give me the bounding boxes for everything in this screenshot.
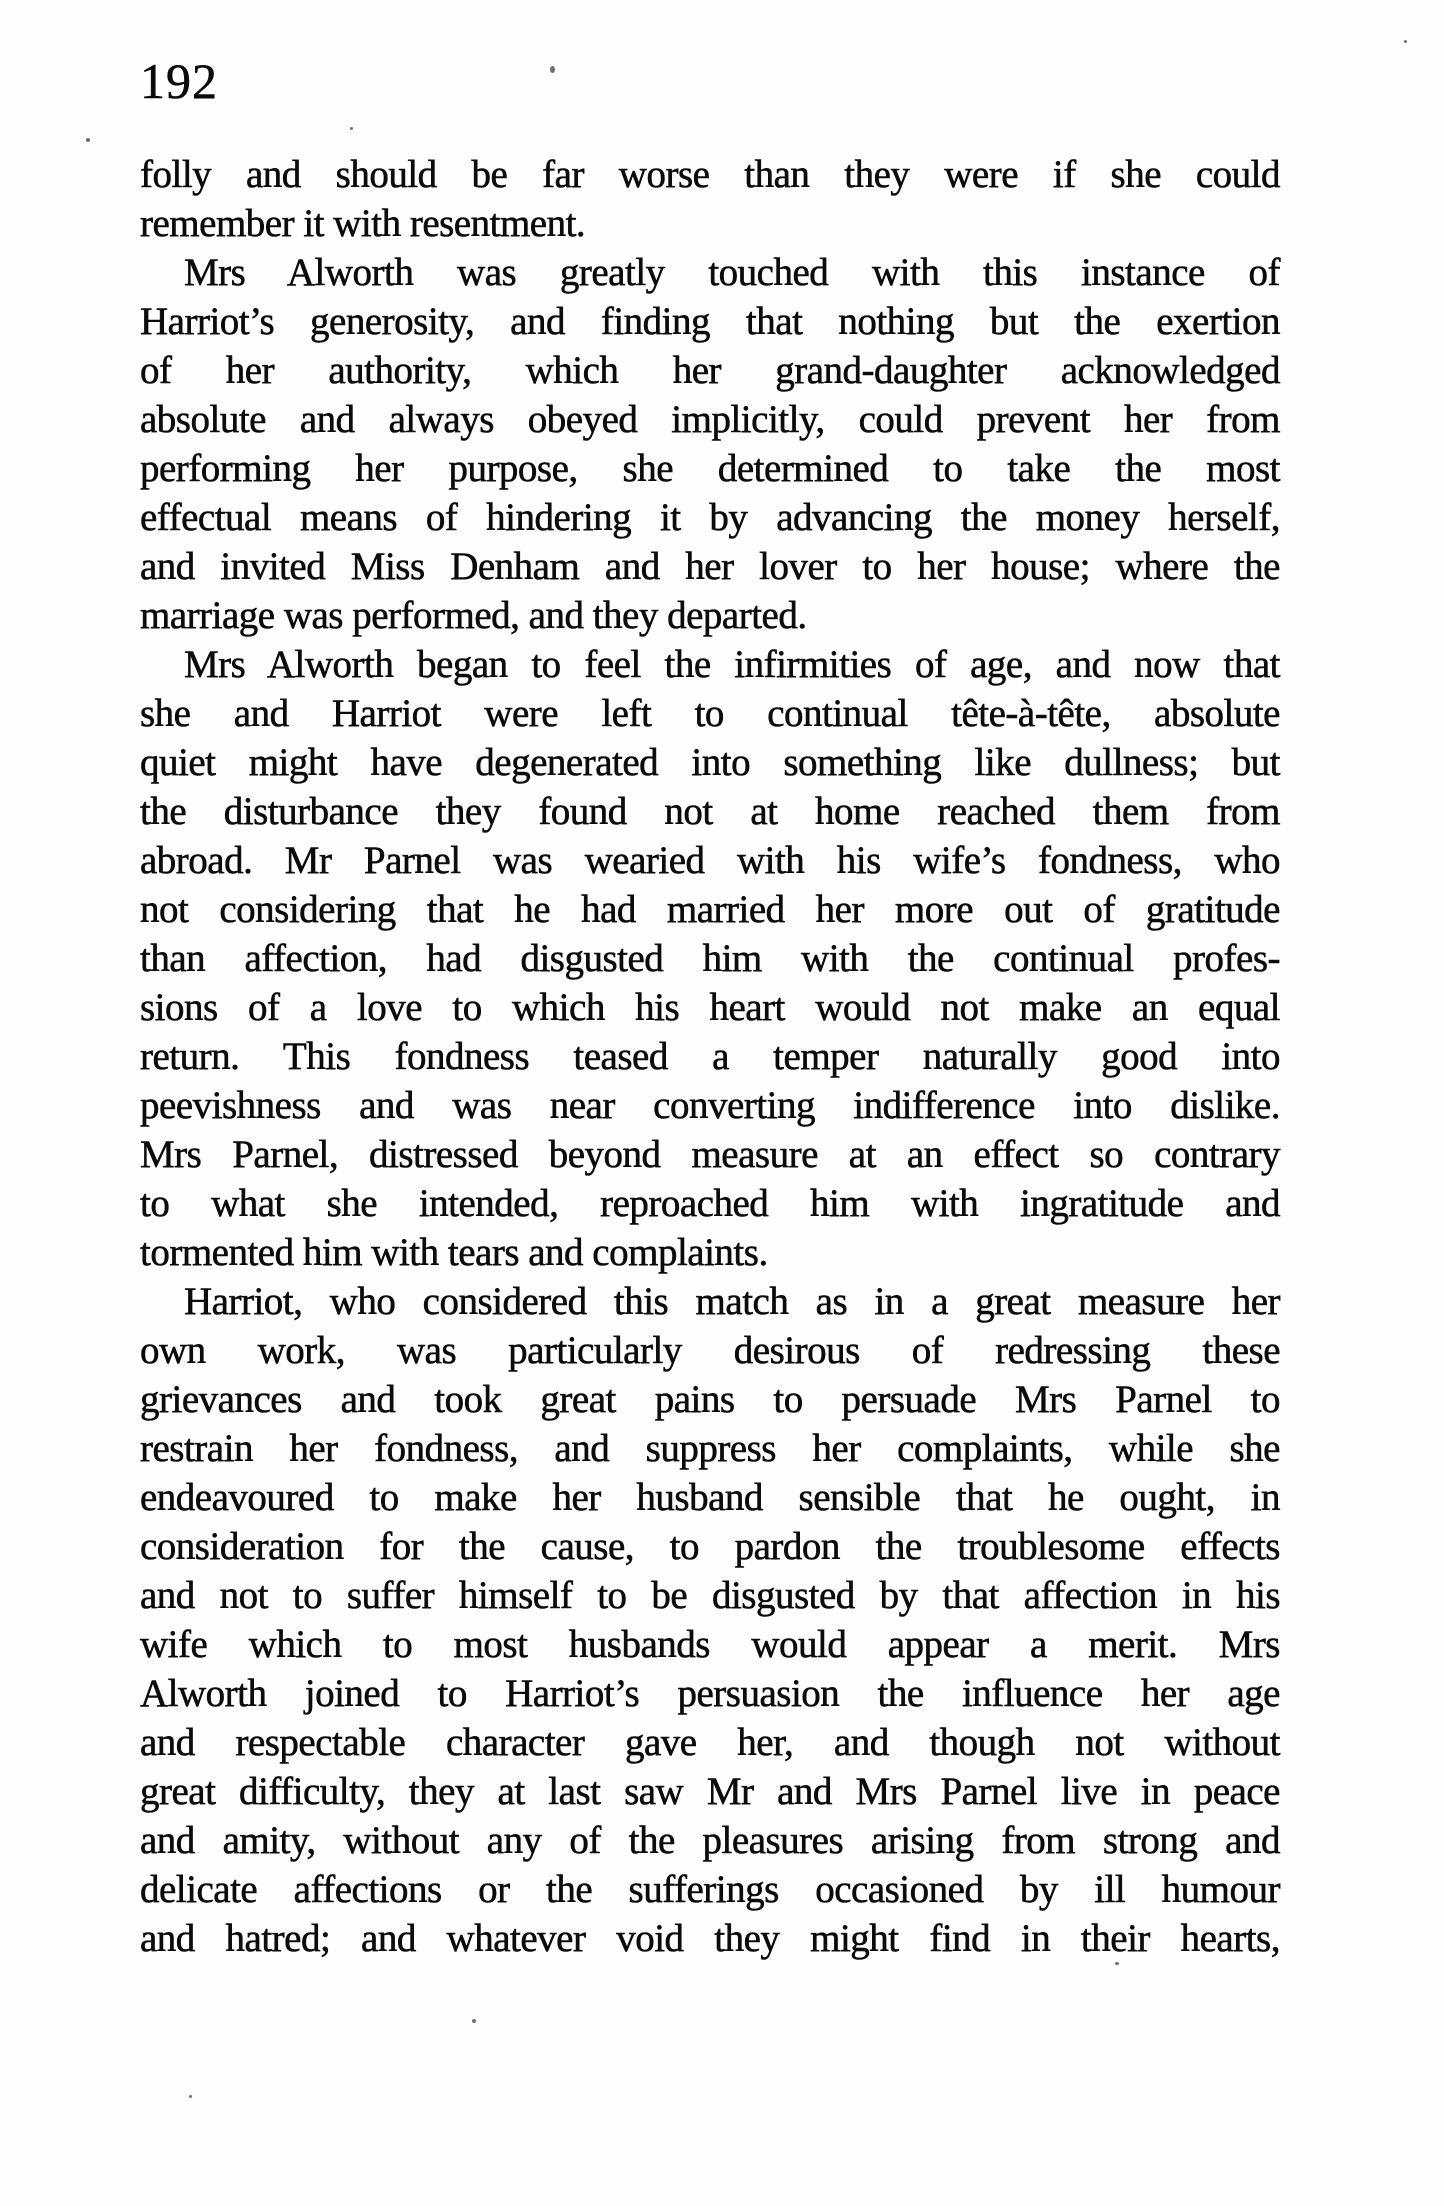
text-line: and amity, without any of the pleasures arising from strong and (140, 1819, 1280, 1862)
paragraph (140, 248, 1280, 640)
page-number: 192 (140, 53, 218, 109)
text-line: to what she intended, reproached him with ingratitude and (140, 1182, 1280, 1225)
text-line: Mrs Alworth began to feel the infirmities of age, and now that (184, 643, 1280, 686)
text-line: and invited Miss Denham and her lover to her house; where the (140, 545, 1280, 588)
body-text (140, 150, 1280, 1963)
text-line: delicate affections or the sufferings occasioned by ill humour (140, 1868, 1280, 1911)
scan-speck (350, 127, 353, 130)
scan-speck (86, 138, 90, 142)
text-line: and hatred; and whatever void they might find in their hearts, (140, 1917, 1280, 1960)
scan-speck (550, 66, 555, 73)
text-line: grievances and took great pains to persuade Mrs Parnel to (140, 1378, 1280, 1421)
scan-speck (1115, 1962, 1119, 1965)
paragraph (140, 1277, 1280, 1963)
paragraph (140, 150, 1280, 248)
text-line: abroad. Mr Parnel was wearied with his wife’s fondness, who (140, 839, 1280, 882)
text-line: absolute and always obeyed implicitly, could prevent her from (140, 398, 1280, 441)
text-line: consideration for the cause, to pardon the troublesome effects (140, 1525, 1280, 1568)
text-line: and respectable character gave her, and though not without (140, 1721, 1280, 1764)
scan-speck (189, 2095, 192, 2098)
text-line: marriage was performed, and they departed. (140, 594, 807, 637)
text-line: than affection, had disgusted him with the continual profes- (140, 937, 1280, 980)
text-line: the disturbance they found not at home reached them from (140, 790, 1280, 833)
text-line: tormented him with tears and complaints. (140, 1231, 768, 1274)
text-line: and not to suffer himself to be disgusted by that affection in his (140, 1574, 1280, 1617)
text-line: effectual means of hindering it by advancing the money herself, (140, 496, 1280, 539)
text-line: great difficulty, they at last saw Mr and Mrs Parnel live in peace (140, 1770, 1280, 1813)
text-line: wife which to most husbands would appear a merit. Mrs (140, 1623, 1280, 1666)
text-line: sions of a love to which his heart would not make an equal (140, 986, 1280, 1029)
scan-speck (472, 2019, 476, 2023)
text-line: Mrs Alworth was greatly touched with this instance of (184, 251, 1280, 294)
text-line: Alworth joined to Harriot’s persuasion the influence her age (140, 1672, 1280, 1715)
text-line: not considering that he had married her more out of gratitude (140, 888, 1280, 931)
text-line: endeavoured to make her husband sensible that he ought, in (140, 1476, 1280, 1519)
paragraph (140, 640, 1280, 1277)
text-line: Harriot’s generosity, and finding that nothing but the exertion (140, 300, 1280, 343)
text-line: of her authority, which her grand-daughter acknowledged (140, 349, 1280, 392)
text-line: performing her purpose, she determined to take the most (140, 447, 1280, 490)
text-line: folly and should be far worse than they were if she could (140, 153, 1280, 196)
text-line: Harriot, who considered this match as in a great measure her (184, 1280, 1280, 1323)
scan-speck (1404, 40, 1407, 43)
text-line: she and Harriot were left to continual tête-à-tête, absolute (140, 692, 1280, 735)
text-line: remember it with resentment. (140, 202, 586, 245)
text-line: Mrs Parnel, distressed beyond measure at an effect so contrary (140, 1133, 1280, 1176)
text-line: quiet might have degenerated into something like dullness; but (140, 741, 1280, 784)
text-line: own work, was particularly desirous of redressing these (140, 1329, 1280, 1372)
text-line: peevishness and was near converting indifference into dislike. (140, 1084, 1280, 1127)
text-line: restrain her fondness, and suppress her complaints, while she (140, 1427, 1280, 1470)
text-line: return. This fondness teased a temper naturally good into (140, 1035, 1280, 1078)
